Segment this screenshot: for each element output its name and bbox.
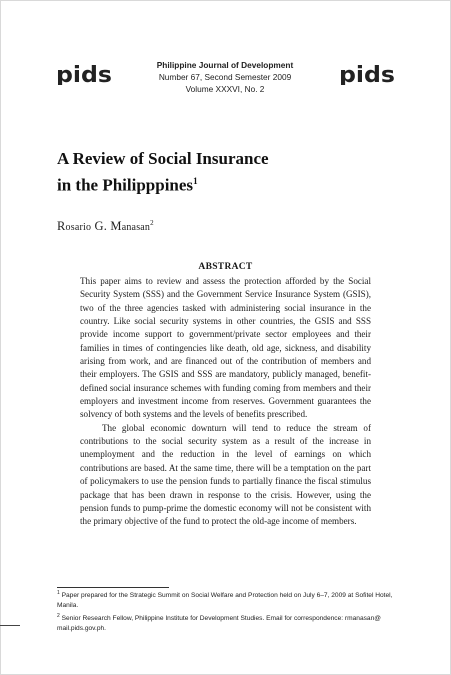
journal-title: Philippine Journal of Development (156, 60, 294, 70)
logo-text: pids (56, 63, 112, 85)
footnote-2-text: Senior Research Fellow, Philippine Institute for Development Studies. Email for correspondence: rmanasan@ mail.pids.gov.ph. (57, 614, 381, 632)
pids-logo-left (56, 63, 112, 85)
author-rest-first: osario (65, 222, 92, 234)
footnote-1 (57, 589, 397, 611)
abstract-body (80, 275, 371, 529)
title-line-2: in the Philipppines (57, 175, 194, 195)
author-initial-first: R (57, 219, 66, 234)
author-name (57, 219, 154, 234)
journal-issue: Number 67, Second Semester 2009 (158, 72, 292, 82)
abstract-heading: ABSTRACT (198, 262, 253, 272)
abstract-paragraph-2: The global economic downturn will tend to reduce the stream of contributions to the social security system as a result of the increase in unemployment and the reduction in the level of earnings on which contributions are based. At the same time, there will be a temptation on the part of policymakers to use the pension funds to partially finance the fiscal stimulus package that has been drawn in response to the crisis. However, using the pension funds to pump-prime the domestic economy will not be consistent with the primary objective of the fund to protect the old-age income of members. (80, 422, 371, 527)
footnotes (57, 589, 397, 635)
logo-text: pids (339, 63, 395, 85)
author-initial-last: M (110, 219, 122, 234)
author-middle: G. (91, 219, 111, 234)
journal-header (130, 59, 320, 95)
author-rest-last: anasan (121, 222, 151, 234)
pids-logo-right (339, 63, 395, 85)
footnote-2 (57, 612, 397, 634)
margin-crop-mark (0, 625, 20, 626)
abstract-paragraph-1: This paper aims to review and assess the protection afforded by the Social Security System (SSS) and the Government Service Insurance System (GSIS), two of the three agencies tasked with administering social insurance in the country. Like social security systems in other countries, the GSIS and SSS provide income support to government/private sector employees and their families in times of contingencies like death, old age, sickness, and disability arising from work, and are financed out of the contribution of members and their employers. The GSIS and SSS are mandatory, publicly managed, benefit-defined social insurance schemes with funding coming from members and their employers and investment income from reserves. Government guarantees the solvency of both systems and the levels of benefits prescribed. (80, 276, 371, 420)
footnote-1-mark: 1 (57, 590, 60, 596)
title-footnote-mark: 1 (193, 176, 198, 186)
footnote-1-text: Paper prepared for the Strategic Summit on Social Welfare and Protection held on July 6–7, 2009 at Sofitel Hotel, Manila. (57, 592, 393, 609)
title-line-1: A Review of Social Insurance (57, 149, 269, 168)
author-footnote-mark: 2 (150, 219, 154, 227)
article-title (57, 147, 397, 197)
footnote-2-mark: 2 (57, 612, 60, 619)
footnote-rule (57, 587, 169, 588)
journal-volume: Volume XXXVI, No. 2 (185, 84, 265, 94)
